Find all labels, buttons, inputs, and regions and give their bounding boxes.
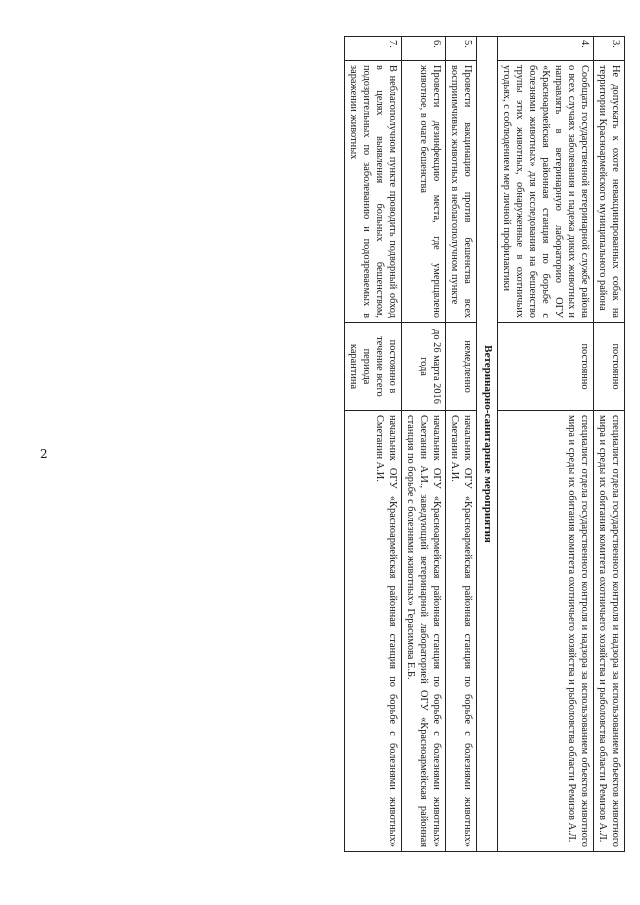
responsible-cell: начальник ОГУ «Красноармейская районная станция по борьбе с болезнями животных» Сметанин А.И. — [446, 411, 477, 852]
table-row — [498, 37, 594, 852]
table-container — [70, 36, 625, 851]
responsible-cell: специалист отдела государственного контроля и надзора за использованием объектов животного мира и среды их обитания комитета охотничьего хозяйства и рыболовства области Ремизов А.Л. — [498, 411, 594, 852]
action-cell: Провести дезинфекцию места, где умерщвлено животное, в очаге бешенства — [402, 61, 446, 323]
row-number: 3. — [594, 37, 625, 61]
table-row — [446, 37, 477, 852]
term-cell: постоянно — [498, 323, 594, 411]
table-row — [345, 37, 402, 852]
responsible-cell: начальник ОГУ «Красноармейская районная станция по борьбе с болезнями животных» Сметанин А.И. — [345, 411, 402, 852]
responsible-cell: специалист отдела государственного контроля и надзора за использованием объектов животного мира и среды их обитания комитета охотничьего хозяйства и рыболовства области Ремизов А.Л. — [594, 411, 625, 852]
term-cell: немедленно — [446, 323, 477, 411]
action-cell: В неблагополучном пункте проводить подворный обход в целях выявления больных бешенством, подозрительных по заболеванию и подозреваемых в заражении животных — [345, 61, 402, 323]
table-row — [402, 37, 446, 852]
term-cell: до 26 марта 2016 года — [402, 323, 446, 411]
section-title: Ветеринарно-санитарные мероприятия — [477, 37, 498, 852]
action-cell: Не допускать к охоте невакцинированных собак на территории Красноармейского муниципального района — [594, 61, 625, 323]
rotated-sheet — [70, 36, 625, 851]
row-number: 5. — [446, 37, 477, 61]
action-cell: Провести вакцинацию против бешенства всех восприимчивых животных в неблагополучном пункте — [446, 61, 477, 323]
term-cell: постоянно — [594, 323, 625, 411]
row-number: 4. — [498, 37, 594, 61]
responsible-cell: начальник ОГУ «Красноармейская районная станция по борьбе с болезнями животных» Сметанин А.И., заведующий ветеринарной лабораторией ОГУ «Красноармейская районная станция по борьбе с болезнями животных» Герасимова Е.Б. — [402, 411, 446, 852]
row-number: 7. — [345, 37, 402, 61]
table-row — [594, 37, 625, 852]
term-cell: постоянно в течение всего периода карантина — [345, 323, 402, 411]
measures-table — [344, 36, 625, 852]
action-cell: Сообщать государственной ветеринарной службе района о всех случаях заболевания и падежа диких животных и направлять в ветеринарную лабораторию ОГУ «Красноармейская районная станция по борьбе с болезнями животных» для исследования на бешенство трупы этих животных, обнаруженные в охотничьих угодьях, с соблюдением мер личной профилактики — [498, 61, 594, 323]
page-number: 2 — [40, 447, 48, 461]
section-header-row — [477, 37, 498, 852]
row-number: 6. — [402, 37, 446, 61]
